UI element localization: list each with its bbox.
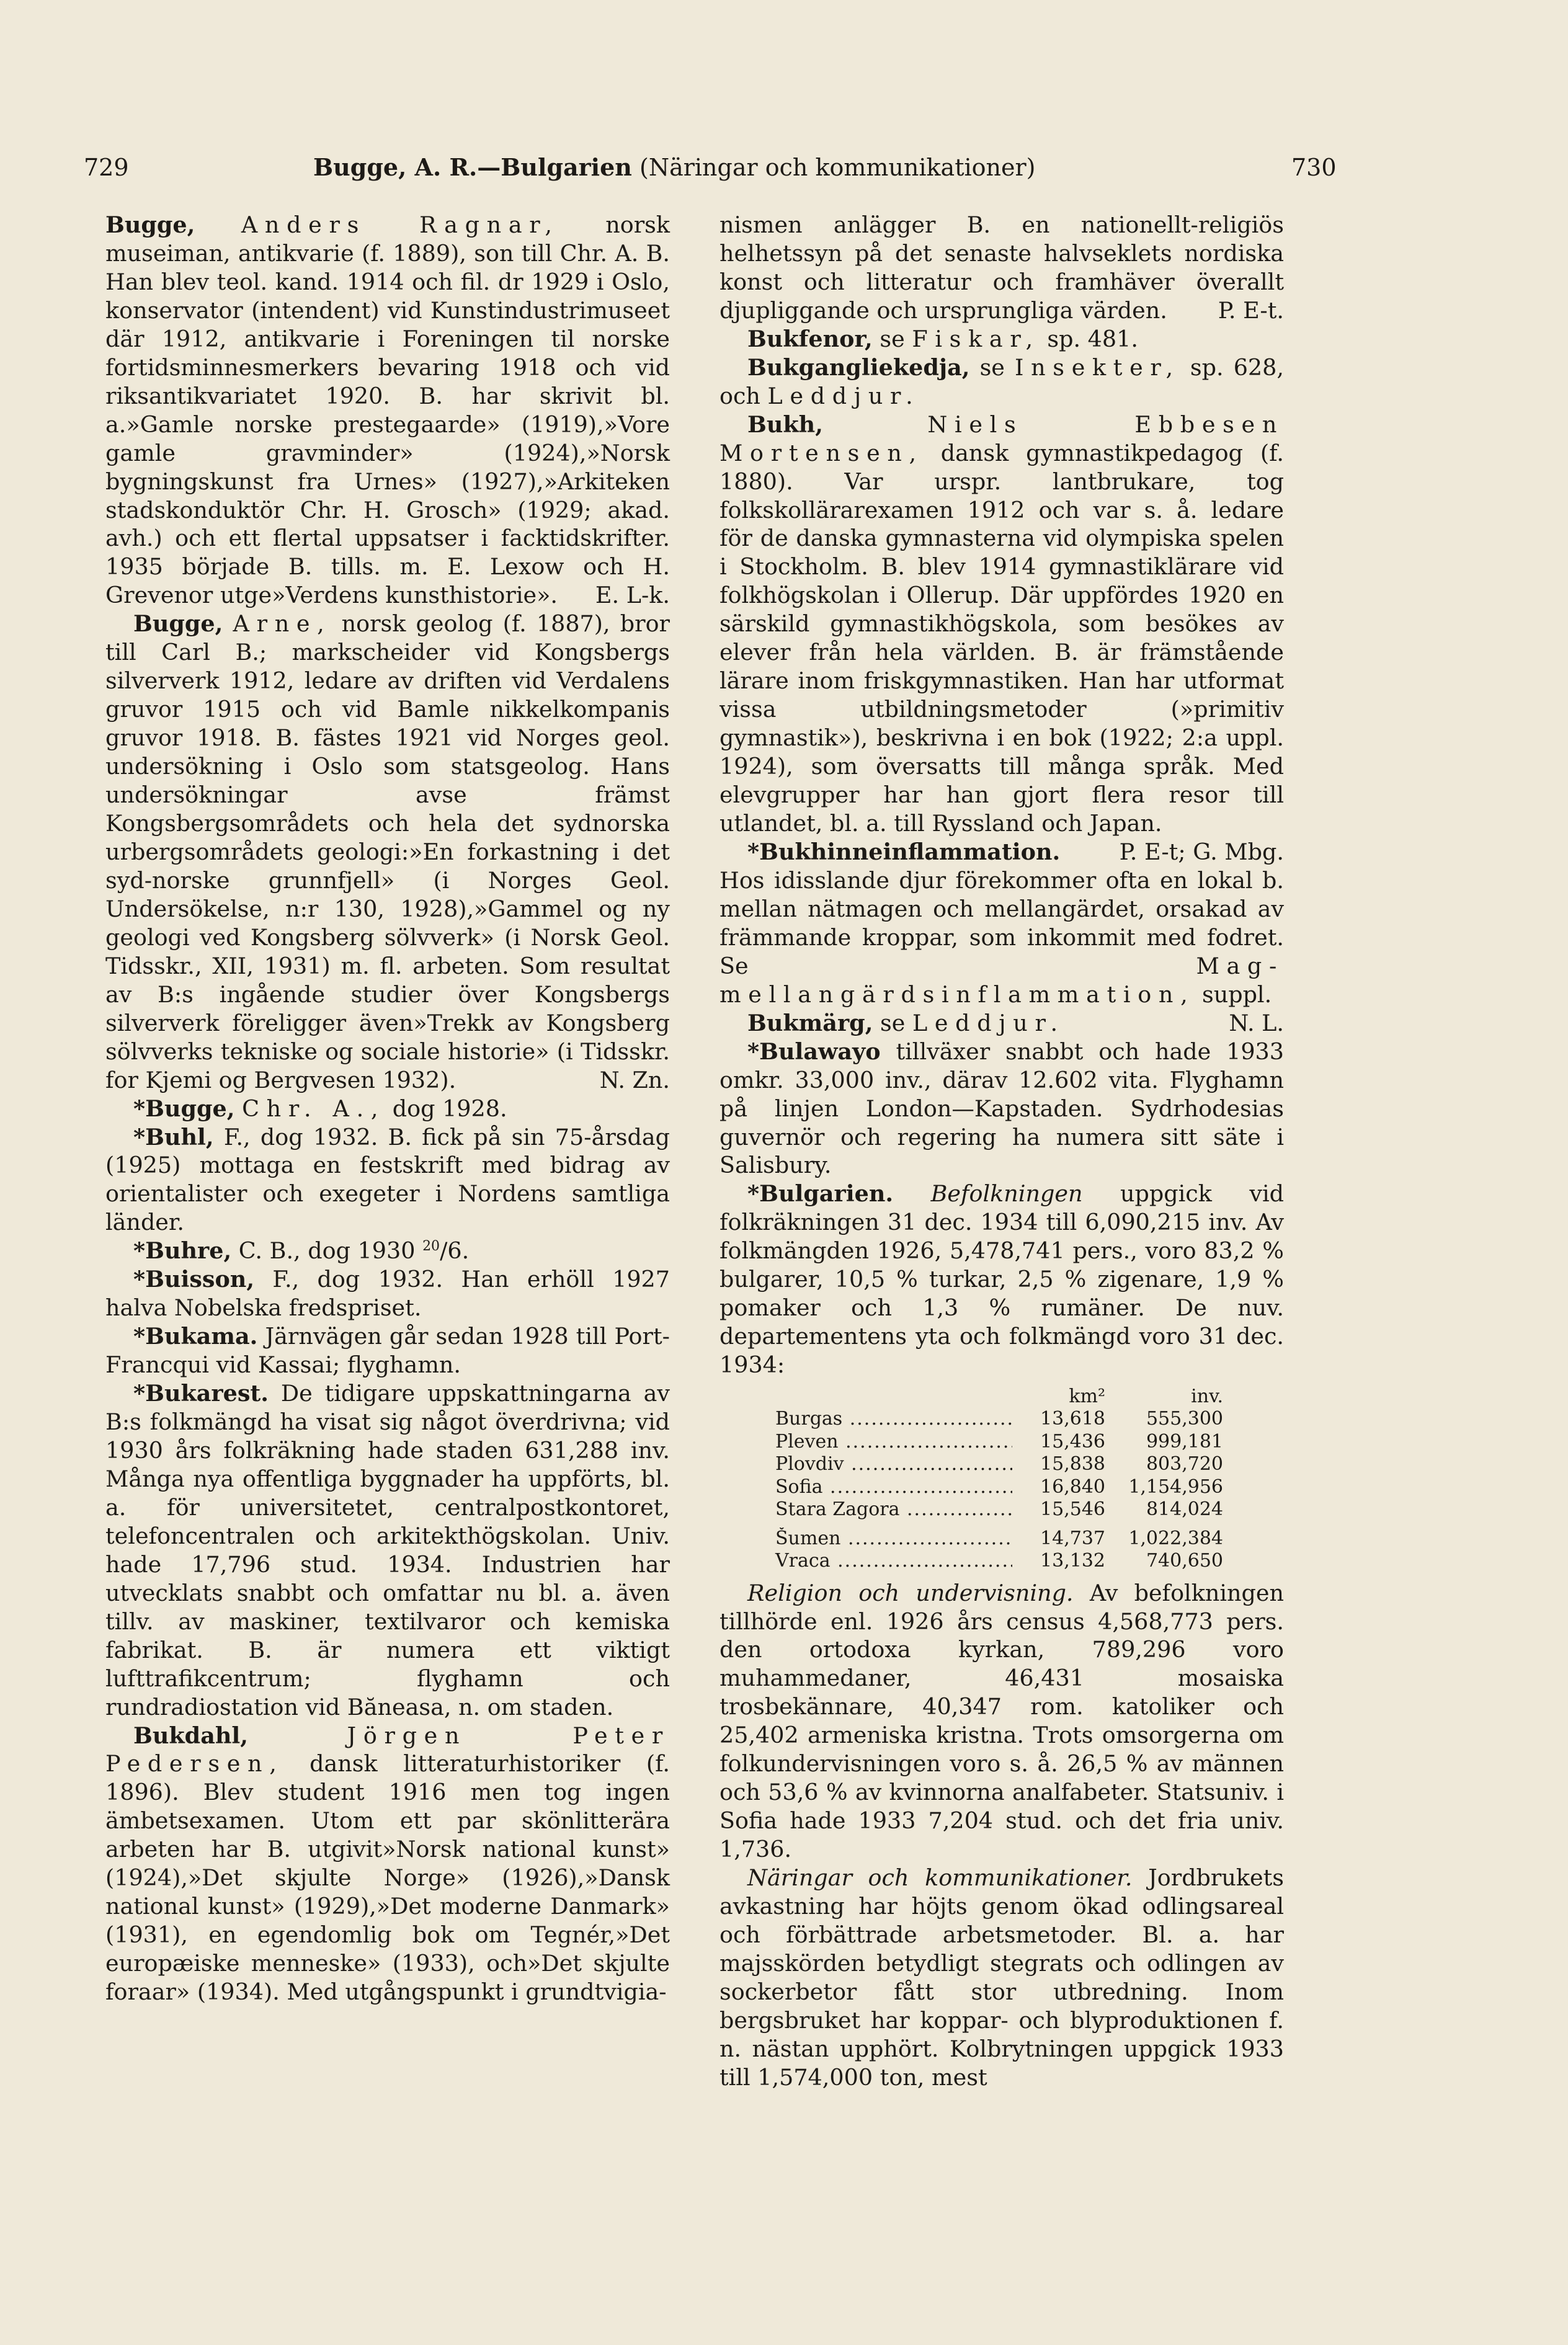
entry-text-tail: sp. 628, och bbox=[719, 354, 1284, 409]
table-row bbox=[719, 1408, 1284, 1431]
headword: Bukgangliekedja, bbox=[747, 354, 970, 381]
table-cell-area: 15,838 bbox=[1040, 1453, 1105, 1475]
headword: Bukdahl, bbox=[133, 1722, 248, 1749]
author-signature: N. Zn. bbox=[599, 1066, 670, 1093]
entry-text: uppgick vid folkräkningen 31 dec. 1934 till 6,090,215 inv. Av folkmängden 1926, 5,478,741 pers., voro 83,2 % bulgarer, 10,5 % turkar, 2,5 % zigenare, 1,9 % pomaker och 1,3 % rumäner. De nuv. departementens yta och folkmängd voro 31 dec. 1934: bbox=[719, 1180, 1284, 1379]
entry-bukarest bbox=[105, 1379, 670, 1721]
table-row bbox=[719, 1431, 1284, 1454]
table-row bbox=[719, 1528, 1284, 1551]
cross-reference: Leddjur. bbox=[767, 382, 920, 409]
entry-text: Hos idisslande djur förekommer ofta en lokal b. mellan nätmagen och mellangärdet, orsakad av främmande kroppar, som inkommit med fodret. Se bbox=[719, 866, 1284, 979]
table-cell-population: 1,154,956 bbox=[1128, 1475, 1223, 1498]
author-signature: P. E-t; G. Mbg. bbox=[1119, 838, 1284, 865]
table-header-population: inv. bbox=[1191, 1385, 1223, 1407]
headword: Bugge, bbox=[105, 211, 195, 238]
entry-text: De tidigare uppskattningarna av B:s folkmängd ha visat sig något överdrivna; vid 1930 års folkräkning hade staden 631,288 inv. Många nya offentliga byggnader ha uppförts, bl. a. för universitetet, centralpostkontoret, telefoncentralen och arkitekthögskolan. Univ. hade 17,796 stud. 1934. Industrien har utvecklats snabbt och omfattar nu bl. a. även tillv. av maskiner, textilvaror och kemiska fabrikat. B. är numera ett viktigt lufttrafikcentrum; flyghamn och rundradiostation vid Băneasa, n. om staden. bbox=[105, 1380, 670, 1720]
spaced-name: Anders Ragnar, bbox=[241, 211, 559, 238]
table-cell-area: 13,132 bbox=[1040, 1550, 1105, 1572]
entry-text: nismen anlägger B. en nationellt-religiös helhetssyn på det senaste halvseklets nordiska konst och litteratur och framhäver överallt djupliggande och ursprungliga värden. bbox=[719, 211, 1284, 324]
headword: *Bulgarien. bbox=[747, 1180, 894, 1208]
entry-text: tillväxer snabbt och hade 1933 omkr. 33,000 inv., därav 12.602 vita. Flyghamn på linjen London—Kapstaden. Sydrhodesias guvernör och regering ha numera sitt säte i Salisbury. bbox=[719, 1038, 1284, 1179]
entry-text: dansk gymnastikpedagog (f. 1880). Var urspr. lantbrukare, tog folkskollärarexamen 1912 och var s. å. ledare för de danska gymnasterna vid olympiska spelen i Stockholm. B. blev 1914 gymnastiklärare vid folkhögskolan i Ollerup. Där uppfördes 1920 en särskild gymnastikhögskola, som besökes av elever från hela världen. B. är främstående lärare inom friskgymnastiken. Han har utformat vissa utbildningsmetoder (»primitiv gymnastik»), beskrivna i en bok (1922; 2:a uppl. 1924), som översatts till många språk. Med elevgrupper har han gjort flera resor till utlandet, bl. a. till Ryssland och Japan. bbox=[719, 439, 1284, 837]
running-header-rest: (Näringar och kommunikationer) bbox=[631, 154, 1036, 181]
table-cell-population: 814,024 bbox=[1146, 1498, 1223, 1521]
entry-text: Järnvägen går sedan 1928 till Port-Francqui vid Kassai; flyghamn. bbox=[105, 1323, 670, 1379]
right-column bbox=[719, 211, 1284, 2092]
table-row bbox=[719, 1550, 1284, 1573]
table-cell-area: 15,546 bbox=[1040, 1498, 1105, 1521]
entry-buhl bbox=[105, 1123, 670, 1237]
author-signature: P. E-t. bbox=[1218, 296, 1284, 324]
headword: *Buhl, bbox=[133, 1123, 214, 1150]
cross-reference: Leddjur. bbox=[912, 1009, 1065, 1036]
table-cell-name: Stara Zagora ..... bbox=[719, 1498, 1012, 1521]
table-cell-name: Pleven ..... bbox=[719, 1431, 1012, 1454]
headword: *Bukhinneinflammation. bbox=[747, 838, 1061, 865]
entry-text-tail: /6. bbox=[440, 1237, 470, 1265]
table-cell-area: 15,436 bbox=[1040, 1430, 1105, 1453]
headword: *Bukarest. bbox=[133, 1380, 269, 1407]
entry-bugge-chr bbox=[105, 1095, 670, 1123]
entry-text: F., dog 1932. Han erhöll 1927 halva Nobelska fredspriset. bbox=[105, 1266, 670, 1322]
entry-text: norsk geolog (f. 1887), bror till Carl B.; markscheider vid Kongsbergs silververk 1912, ledare av driften vid Verdalens gruvor 1915 och vid Bamle nikkelkompanis gruvor 1918. B. fästes 1921 vid Norges geol. undersökning i Oslo som statsgeolog. Hans undersökningar avse främst Kongsbergsområdets och hela det sydnorska urbergsområdets geologi:»En forkastning i det syd-norske grunnfjell» (i Norges Geol. Undersökelse, n:r 130, 1928),»Gammel og ny geologi ved Kongsberg sölvverk» (i Norsk Geol. Tidsskr., XII, 1931) m. fl. arbeten. Som resultat av B:s ingående studier över Kongsbergs silververk föreligger även»Trekk av Kongsberg sölvverks tekniske og sociale historie» (i Tidsskr. for Kjemi og Bergvesen 1932). bbox=[105, 610, 670, 1093]
headword: Bugge, bbox=[133, 610, 223, 638]
entry-text: F., dog 1932. B. fick på sin 75-årsdag (1925) mottaga en festskrift med bidrag av orientalister och exegeter i Nordens samtliga länder. bbox=[105, 1123, 670, 1236]
cross-reference: Insekter, bbox=[1015, 354, 1180, 381]
italic-subheading: Befolkningen bbox=[930, 1180, 1083, 1208]
entry-text-tail: sp. 481. bbox=[1040, 325, 1138, 352]
spaced-name: Niels Ebbesen Mortensen, bbox=[719, 411, 1285, 466]
page-number-right: 730 bbox=[1291, 154, 1337, 181]
entry-bukgangliekedja bbox=[719, 354, 1284, 411]
entry-text-tail: suppl. bbox=[1195, 981, 1272, 1008]
entry-bulgarien-religion bbox=[719, 1579, 1284, 1864]
cross-reference: Mag-mellangärdsinflammation, bbox=[719, 952, 1284, 1008]
headword: *Bukama. bbox=[133, 1323, 258, 1350]
spaced-name: Arne, bbox=[233, 610, 332, 638]
cross-reference: Fiskar, bbox=[912, 325, 1040, 352]
headword: *Bulawayo bbox=[747, 1038, 881, 1065]
author-signature: N. L. bbox=[1229, 1009, 1284, 1036]
entry-text: Av befolkningen tillhörde enl. 1926 års census 4,568,773 pers. den ortodoxa kyrkan, 789,296 voro muhammedaner, 46,431 mosaiska trosbekännare, 40,347 rom. katoliker och 25,402 armeniska kristna. Trots omsorgerna om folkundervisningen voro s. å. 26,5 % av männen och 53,6 % av kvinnorna analfabeter. Statsuniv. i Sofia hade 1933 7,204 stud. och det fria univ. 1,736. bbox=[719, 1579, 1284, 1863]
date-superscript: 20 bbox=[422, 1239, 440, 1255]
table-cell-population: 555,300 bbox=[1146, 1408, 1223, 1430]
headword: *Bugge, bbox=[133, 1095, 235, 1122]
table-row bbox=[719, 1498, 1284, 1521]
entry-bukmarg bbox=[719, 1009, 1284, 1038]
italic-subheading: Religion och undervisning. bbox=[747, 1579, 1074, 1606]
table-cell-population: 803,720 bbox=[1146, 1453, 1223, 1475]
table-cell-area: 13,618 bbox=[1040, 1408, 1105, 1430]
entry-text: se bbox=[873, 1009, 912, 1036]
table-cell-name: Vraca ..... bbox=[719, 1550, 1012, 1573]
entry-bukdahl-continued bbox=[719, 211, 1284, 325]
entry-text: C. B., dog 1930 bbox=[231, 1237, 423, 1265]
left-column bbox=[105, 211, 670, 2006]
table-cell-population: 999,181 bbox=[1146, 1430, 1223, 1453]
entry-bulgarien bbox=[719, 1180, 1284, 1379]
spaced-name: Jörgen Peter Pedersen, bbox=[105, 1722, 670, 1778]
entry-buhre bbox=[105, 1237, 670, 1265]
entry-text: norsk museiman, antikvarie (f. 1889), son till Chr. A. B. Han blev teol. kand. 1914 och fil. dr 1929 i Oslo, konservator (intendent) vid Kunstindustrimuseet där 1912, antikvarie i Foreningen til norske fortidsminnesmerkers bevaring 1918 och vid riksantikvariatet 1920. B. har skrivit bl. a.»Gamle norske prestegaarde» (1919),»Vore gamle gravminder» (1924),»Norsk bygningskunst fra Urnes» (1927),»Arkiteken stadskonduktör Chr. H. Grosch» (1929; akad. avh.) och ett flertal uppsatser i facktidskrifter. 1935 började B. tills. m. E. Lexow och H. Grevenor utge»Verdens kunsthistorie». bbox=[105, 211, 670, 609]
author-signature: E. L-k. bbox=[595, 582, 670, 609]
entry-text: se bbox=[872, 325, 912, 352]
entry-text: dog 1928. bbox=[385, 1095, 507, 1122]
table-cell-name: Šumen ..... bbox=[719, 1528, 1012, 1551]
entry-buisson bbox=[105, 1265, 670, 1322]
headword: Bukmärg, bbox=[747, 1009, 873, 1036]
italic-subheading: Näringar och kommunikationer. bbox=[747, 1864, 1133, 1892]
table-header-area: km² bbox=[1069, 1385, 1105, 1407]
table-row bbox=[719, 1476, 1284, 1499]
table-cell-area: 14,737 bbox=[1040, 1527, 1105, 1549]
running-header bbox=[313, 152, 1035, 183]
headword: Bukh, bbox=[747, 411, 823, 438]
entry-text: dansk litteraturhistoriker (f. 1896). Blev student 1916 men tog ingen ämbetsexamen. Utom ett par skönlitterära arbeten har B. utgivit»Norsk national kunst» (1924),»Det skjulte Norge» (1926),»Dansk national kunst» (1929),»Det moderne Danmark» (1931), en egendomlig bok om Tegnér,»Det europæiske menneske» (1933), och»Det skjulte foraar» (1934). Med utgångspunkt i grundtvigia- bbox=[105, 1750, 670, 2006]
spaced-name: Chr. A., bbox=[242, 1095, 386, 1122]
entry-bulgarien-naringar bbox=[719, 1864, 1284, 2092]
entry-bugge-anders-ragnar bbox=[105, 211, 670, 610]
table-cell-area: 16,840 bbox=[1040, 1475, 1105, 1498]
headword: *Buisson, bbox=[133, 1266, 255, 1293]
entry-bulawayo bbox=[719, 1038, 1284, 1180]
headword: *Buhre, bbox=[133, 1237, 232, 1265]
table-cell-name: Burgas ..... bbox=[719, 1408, 1012, 1431]
entry-text: Jordbrukets avkastning har höjts genom ökad odlingsareal och förbättrade arbetsmetoder. Bl. a. har majsskörden betydligt stegrats och odlingen av sockerbetor fått stor utbredning. Inom bergsbruket har koppar- och blyproduktionen f. n. nästan upphört. Kolbrytningen uppgick 1933 till 1,574,000 ton, mest bbox=[719, 1864, 1284, 2091]
entry-text: se bbox=[969, 354, 1015, 381]
table-cell-population: 740,650 bbox=[1146, 1550, 1223, 1572]
entry-bukama bbox=[105, 1322, 670, 1379]
running-header-bold: Bugge, A. R.—Bulgarien bbox=[313, 153, 632, 181]
table-cell-population: 1,022,384 bbox=[1128, 1527, 1223, 1549]
entry-bugge-arne bbox=[105, 610, 670, 1094]
table-header bbox=[719, 1383, 1284, 1408]
table-cell-name: Plovdiv ..... bbox=[719, 1453, 1012, 1476]
table-cell-name: Sofia ..... bbox=[719, 1476, 1012, 1499]
page-number-left: 729 bbox=[84, 154, 129, 181]
entry-bukfenor bbox=[719, 325, 1284, 354]
table-row bbox=[719, 1453, 1284, 1476]
departments-table bbox=[719, 1383, 1284, 1573]
entry-bukdahl bbox=[105, 1722, 670, 2007]
headword: Bukfenor, bbox=[747, 325, 873, 352]
